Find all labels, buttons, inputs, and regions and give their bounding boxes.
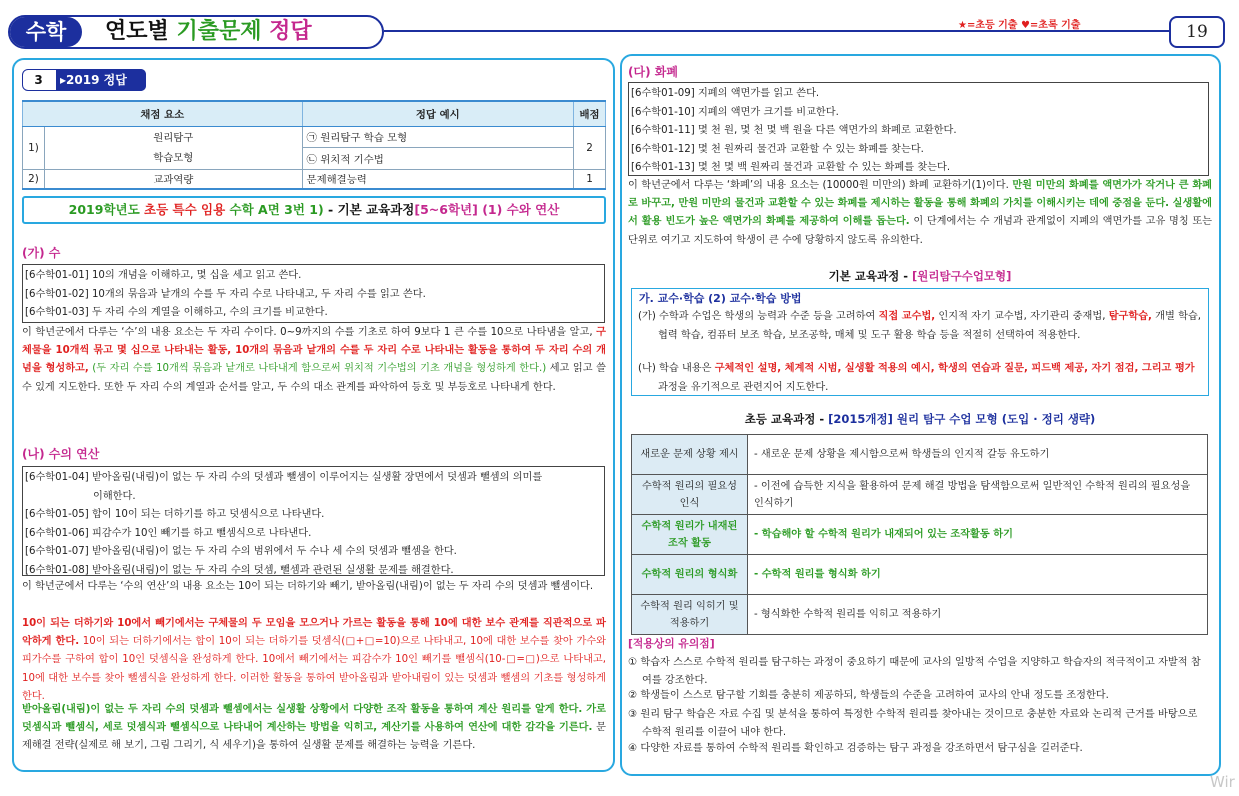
- para-highlight-green: 만원 미만의 화폐를 액면가가 작거나 큰 화폐로 바꾸고, 만원 미만의 물건과 교환할 수 있는 화폐를 제시하는 활동을 통해 화폐의 가치를 이해시키는 데에 중점을 둔다. 실생활에서 활용 빈도가 높은 액면가의 화폐를 제공하여 이해를 돕는다.: [628, 180, 1212, 228]
- method-text: (가) 수학과 수업은 학생의 능력과 수준 등을 고려하여: [638, 311, 879, 322]
- score-table: [22, 100, 606, 190]
- para-text-red: 10이 되는 더하기에서는 합이 10이 되는 더하기를 덧셈식(□+□=10)으로 나타내고, 10에 대한 보수를 찾아 가수와 피가수를 구하여 합이 10인 덧셈식을 완성하게 한다. 10에서 빼기에서는 피감수가 10인 빼기를 뺄셈식(10-□=□)으로 나타내고, 10에 대한 보수를 찾아 뺄셈식을 완성하게 한다. 이러한 활동을 통하여 받아올림과 받아내림이 있는 덧셈과 뺄셈의 기초를 형성하게 한다.: [22, 636, 606, 702]
- standard-item: [6수학01-04] 받아올림(내림)이 없는 두 자리 수의 덧셈과 뺄셈이 이루어지는 실생활 장면에서 덧셈과 뺄셈의 의미를: [25, 472, 543, 483]
- exam-title-box: [22, 196, 606, 224]
- question-number: 3: [34, 73, 43, 87]
- header-answer: 정답 예시: [302, 101, 573, 126]
- standard-item: [6수학01-10] 지폐의 액면가 크기를 비교한다.: [631, 106, 839, 118]
- row1-answer1: ㉠ 원리탐구 학습 모형: [302, 126, 573, 148]
- header-score: 배점: [574, 101, 606, 126]
- legend-text: ★=초등 기출 ♥=초록 기출: [958, 20, 1081, 31]
- section-ga-standards: [22, 264, 605, 323]
- standard-item: [6수학01-12] 몇 천 원짜리 물건과 교환할 수 있는 화폐를 찾는다.: [631, 143, 924, 155]
- para-highlight-green: 받아올림(내림)이 없는 두 자리 수의 덧셈과 뺄셈에서는 실생활 상황에서 다양한 조작 활동을 통하여 계산 원리를 알게 한다. 가로 덧셈식과 뺄셈식, 세로 덧셈식과 뺄셈식으로 나타내어 계산하는 방법을 익히고, 계산기를 사용하여 연산에 대한 감각을 기른다.: [22, 704, 606, 734]
- section-na-paragraph1: 이 학년군에서 다루는 ‘수의 연산’의 내용 요소는 10이 되는 더하기와 빼기, 받아올림(내림)이 없는 두 자리 수의 덧셈과 뺄셈이다.: [22, 581, 594, 592]
- row1-answer2: ㉡ 위치적 기수법: [302, 148, 573, 170]
- para-text: 세고 읽고 쓸 수 있게 지도한다. 또한 두 자리 수의 계열과 순서를 알고, 두 수의 대소 관계를 파악하여 등호 및 부등호로 나타내게 한다.: [22, 363, 606, 393]
- section-na-heading: (나) 수의 연산: [22, 447, 100, 461]
- standard-item: [6수학01-05] 합이 10이 되는 더하기를 하고 덧셈식으로 나타낸다.: [25, 509, 325, 521]
- section-da-paragraph: [628, 177, 1212, 250]
- model-step-text-highlight: - 학습해야 할 수학적 원리가 내재되어 있는 조작활동 하기: [748, 515, 1208, 555]
- standard-item: [6수학01-06] 피감수가 10인 빼기를 하고 뺄셈식으로 나타낸다.: [25, 527, 312, 539]
- method-highlight: 구체적인 설명, 체계적 시범, 실생활 적용의 예시, 학생의 연습과 질문, 피드백 제공, 자기 점검, 그리고 평가: [714, 363, 1195, 374]
- row2-no: 2): [23, 169, 45, 189]
- row2-element: 교과역량: [45, 169, 303, 189]
- watermark-text: Wir: [1210, 773, 1235, 791]
- method-item-ga: [638, 308, 1204, 345]
- method-highlight: 직접 교수법,: [878, 311, 936, 322]
- title-grade: [5~6학년]: [414, 202, 478, 217]
- title-part2: 기출문제: [176, 19, 262, 44]
- note-item: ③ 원리 탐구 학습은 자료 수집 및 분석을 통하여 특정한 수학적 원리를 찾아내는 것이므로 충분한 자료와 논리적 근거를 바탕으로 수학적 원리를 이끌어 내야 한다.: [628, 709, 1198, 739]
- standard-item: [6수학01-03] 두 자리 수의 계열을 이해하고, 수의 크기를 비교한다.: [25, 307, 328, 319]
- title-part3: 정답: [269, 19, 312, 44]
- model-step-label-highlight: 수학적 원리가 내재된 조작 활동: [632, 515, 748, 555]
- model-table: [631, 434, 1208, 635]
- method-text: (나) 학습 내용은: [638, 363, 715, 374]
- standard-item: [6수학01-02] 10개의 묶음과 낱개의 수를 두 자리 수로 나타내고, 두 자리 수를 읽고 쓴다.: [25, 288, 426, 300]
- section-da-standards: [628, 82, 1209, 176]
- title-part1: 연도별: [105, 19, 169, 44]
- basic-title-text: 기본 교육과정 -: [828, 269, 913, 283]
- standard-item: [6수학01-07] 받아올림(내림)이 없는 두 자리 수의 범위에서 두 수나 세 수의 덧셈과 뺄셈을 한다.: [25, 546, 457, 558]
- standard-item-continued: 이해한다.: [93, 490, 136, 502]
- model-step-label: 수학적 원리 익히기 및 적용하기: [632, 595, 748, 635]
- method-heading: 가. 교수·학습 (2) 교수·학습 방법: [639, 292, 802, 305]
- basic-title-model: [원리탐구수업모형]: [912, 269, 1012, 283]
- method-text: 인지적 자기 교수법, 자기관리 중재법,: [935, 311, 1109, 322]
- row1-score: 2: [574, 126, 606, 169]
- row1-element-line2: 학습모형: [153, 151, 194, 164]
- para-text: 이 학년군에서 다루는 ‘수’의 내용 요소는 두 자리 수이다. 0~9까지의 수를 기초로 하여 9보다 1 큰 수를 10으로 나타냄을 알고,: [22, 327, 597, 338]
- section-ga-paragraph: [22, 324, 606, 397]
- elementary-title-model: [2015개정] 원리 탐구 수업 모형 (도입 · 정리 생략): [828, 412, 1096, 426]
- title-question: 수학 A면 3번 1): [229, 202, 324, 217]
- title-curriculum: - 기본 교육과정: [323, 202, 415, 217]
- basic-curriculum-title: [628, 268, 1212, 284]
- standard-item: [6수학01-08] 받아올림(내림)이 없는 두 자리 수의 덧셈, 뺄셈과 관련된 실생활 문제를 해결한다.: [25, 564, 454, 576]
- standard-item: [6수학01-13] 몇 천 몇 백 원짜리 물건과 교환할 수 있는 화폐를 찾는다.: [631, 162, 951, 174]
- model-step-text: - 이전에 습득한 지식을 활용하여 문제 해결 방법을 탐색함으로써 일반적인 수학적 원리의 필요성을 인식하기: [748, 475, 1208, 515]
- para-text: 문제해결 전략(실제로 해 보기, 그림 그리기, 식 세우기)을 통하여 실생활 문제를 해결하는 능력을 기른다.: [22, 722, 606, 752]
- standard-item: [6수학01-01] 10의 개념을 이해하고, 몇 십을 세고 읽고 쓴다.: [25, 270, 302, 281]
- model-step-text: - 형식화한 수학적 원리를 익히고 적용하기: [748, 595, 1208, 635]
- row2-answer: 문제해결능력: [302, 169, 573, 189]
- method-text: 개별 학습, 협력 학습, 컴퓨터 보조 학습, 보조공학, 매체 및 도구 활용 학습 등을 적절히 선택하여 적용한다.: [658, 311, 1202, 341]
- method-item-na: [638, 360, 1204, 397]
- note-item: ② 학생들이 스스로 탐구할 기회를 충분히 제공하되, 학생들의 수준을 고려하여 교사의 안내 정도를 조정한다.: [628, 690, 1109, 701]
- section-da-heading: (다) 화폐: [628, 65, 678, 79]
- para-text: 이 학년군에서 다루는 ‘화폐’의 내용 요소는 (10000원 미만의) 화폐 교환하기(1)이다.: [628, 180, 1013, 191]
- para-text: 이 단계에서는 수 개념과 관계없이 지폐의 액면가를 고유 명칭 또는 단위로 여기고 지도하여 학생이 큰 수에 당황하지 않도록 유의한다.: [628, 216, 1212, 246]
- para-highlight-red: 구체물을 10개씩 묶고 몇 십으로 나타내는 활동, 10개의 묶음과 낱개의 수를 두 자리 수로 나타내는 활동을 통하여 두 자리 수의 개념을 형성하고,: [22, 327, 606, 375]
- row2-score: 1: [574, 169, 606, 189]
- row1-no: 1): [23, 126, 45, 169]
- header-element: 채점 요소: [23, 101, 303, 126]
- section-ga-heading: (가) 수: [22, 246, 61, 260]
- subject-badge: 수학: [10, 17, 82, 47]
- row1-element: [45, 126, 303, 169]
- model-step-text-highlight: - 수학적 원리를 형식화 하기: [748, 555, 1208, 595]
- notes-heading: [적용상의 유의점]: [628, 637, 715, 650]
- standard-item: [6수학01-11] 몇 천 원, 몇 천 몇 백 원을 다른 액면가의 화폐로 교환한다.: [631, 125, 957, 137]
- title-domain: (1) 수와 연산: [477, 202, 560, 217]
- para-highlight-red: 10이 되는 더하기와 10에서 빼기에서는 구체물의 두 모임을 모으거나 가르는 활동을 통해 10에 대한 보수 관계를 직관적으로 파악하게 한다.: [22, 618, 606, 648]
- method-text: 과정을 유기적으로 관련지어 지도한다.: [658, 381, 829, 393]
- model-step-label: 수학적 원리의 필요성 인식: [632, 475, 748, 515]
- question-label: ▸2019 정답: [56, 69, 146, 91]
- title-exam: 초등 특수 임용: [144, 202, 226, 217]
- elementary-curriculum-title: [628, 411, 1212, 427]
- standard-item: [6수학01-09] 지폐의 액면가를 읽고 쓴다.: [631, 88, 820, 99]
- page-title: [105, 17, 312, 47]
- section-na-standards: [22, 466, 605, 576]
- section-na-paragraph3: [22, 701, 606, 756]
- model-step-text: - 새로운 문제 상황을 제시함으로써 학생들의 인지적 갈등 유도하기: [748, 435, 1208, 475]
- model-step-label: 새로운 문제 상황 제시: [632, 435, 748, 475]
- para-highlight-green: (두 자리 수를 10개씩 묶음과 낱개로 나타내게 함으로써 위치적 기수법의 기초 개념을 형성하게 한다.): [88, 363, 547, 375]
- note-item: ④ 다양한 자료를 통하여 수학적 원리를 확인하고 검증하는 탐구 과정을 강조하면서 탐구심을 길러준다.: [628, 743, 1083, 754]
- note-item: ① 학습자 스스로 수학적 원리를 탐구하는 과정이 중요하기 때문에 교사의 일방적 수업을 지양하고 학습자의 적극적이고 자발적 참여를 강조한다.: [628, 657, 1201, 687]
- method-highlight: 탐구학습,: [1108, 311, 1152, 322]
- elementary-title-text: 초등 교육과정 -: [744, 412, 829, 426]
- page-number: 19: [1169, 16, 1225, 48]
- row1-element-line1: 원리탐구: [153, 131, 194, 144]
- section-na-paragraph2: [22, 615, 606, 706]
- model-step-label-highlight: 수학적 원리의 형식화: [632, 555, 748, 595]
- title-year: 2019학년도: [68, 202, 140, 217]
